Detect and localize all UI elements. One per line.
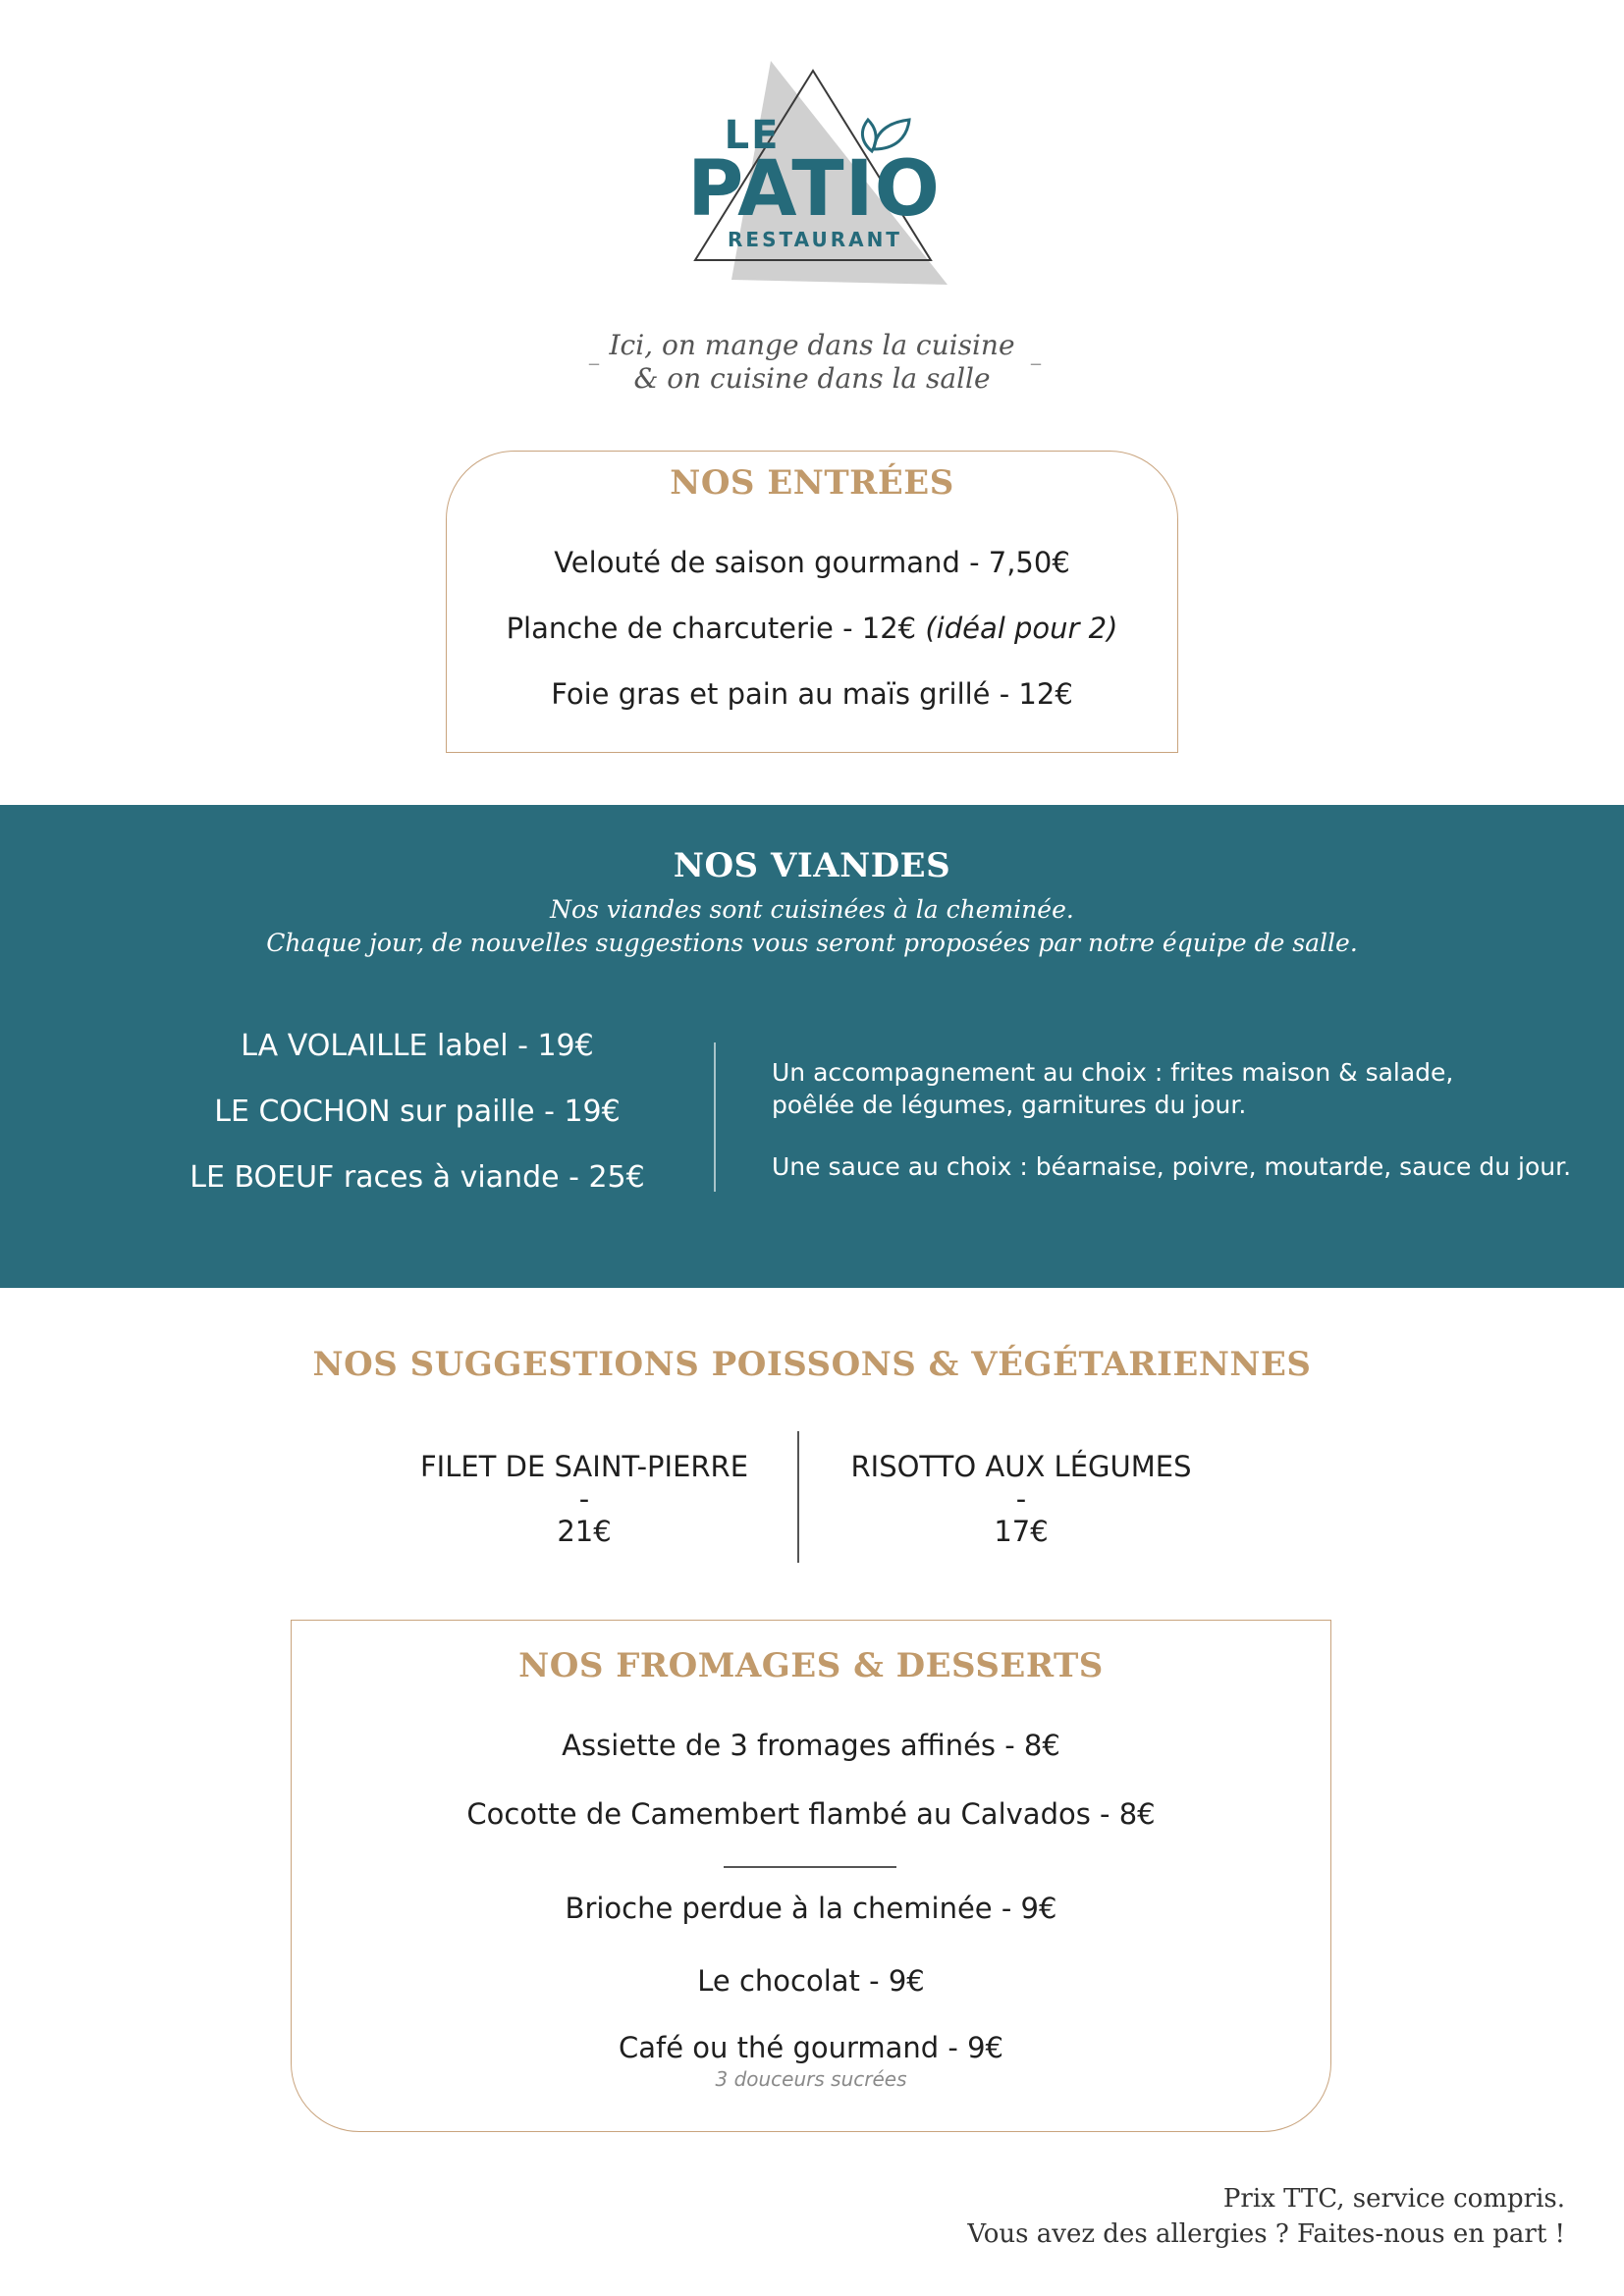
suggestion-item	[830, 1451, 1213, 1548]
suggestion-name: RISOTTO AUX LÉGUMES	[850, 1450, 1192, 1483]
menu-item: Velouté de saison gourmand - 7,50€	[554, 546, 1070, 579]
tagline-line-2: & on cuisine dans la salle	[633, 362, 991, 395]
viandes-sauce: Une sauce au choix : béarnaise, poivre, moutarde, sauce du jour.	[772, 1152, 1572, 1181]
logo-le: LE	[724, 113, 781, 158]
side-line-2: poêlée de légumes, garnitures du jour.	[772, 1091, 1247, 1119]
menu-item: Foie gras et pain au maïs grillé - 12€	[551, 677, 1073, 711]
menu-item-note: (idéal pour 2)	[925, 612, 1118, 645]
tagline-dash-left: _	[589, 342, 599, 365]
viandes-subtitle-1: Nos viandes sont cuisinées à la cheminée.	[550, 895, 1074, 924]
suggestion-name: FILET DE SAINT-PIERRE	[419, 1450, 749, 1483]
entrees-title: NOS ENTRÉES	[670, 463, 954, 503]
viandes-section	[0, 805, 1624, 1288]
menu-item: LE BOEUF races à viande - 25€	[189, 1160, 645, 1195]
suggestion-sep: -	[578, 1482, 590, 1516]
side-line-1: Un accompagnement au choix : frites maison & salade,	[772, 1058, 1454, 1087]
menu-item: Le chocolat - 9€	[697, 1964, 925, 1998]
suggestion-price: 21€	[557, 1515, 612, 1548]
viandes-side-dishes	[772, 1056, 1577, 1121]
suggestion-item	[393, 1451, 776, 1548]
menu-item-note: 3 douceurs sucrées	[715, 2067, 907, 2091]
suggestion-sep: -	[1015, 1482, 1027, 1516]
suggestions-divider	[797, 1431, 799, 1563]
viandes-title: NOS VIANDES	[673, 846, 951, 885]
menu-item: LE COCHON sur paille - 19€	[214, 1095, 621, 1129]
menu-item: Brioche perdue à la cheminée - 9€	[565, 1892, 1057, 1925]
menu-item: Cocotte de Camembert flambé au Calvados - 8€	[466, 1797, 1156, 1831]
footer-line-2: Vous avez des allergies ? Faites-nous en part !	[967, 2219, 1565, 2249]
tagline-dash-right: _	[1031, 342, 1041, 365]
desserts-section	[291, 1620, 1331, 2132]
tagline-line-1: Ici, on mange dans la cuisine	[609, 329, 1015, 361]
menu-item: Café ou thé gourmand - 9€	[619, 2031, 1003, 2064]
viandes-divider	[714, 1042, 716, 1192]
viandes-subtitle-2: Chaque jour, de nouvelles suggestions vous seront proposées par notre équipe de salle.	[266, 929, 1358, 957]
logo-name: PATIO	[687, 145, 941, 234]
footer-line-1: Prix TTC, service compris.	[1222, 2184, 1565, 2214]
entrees-section	[446, 451, 1178, 753]
logo-subtitle: RESTAURANT	[728, 228, 902, 251]
footer-note	[780, 2181, 1565, 2252]
suggestion-price: 17€	[994, 1515, 1049, 1548]
suggestions-title: NOS SUGGESTIONS POISSONS & VÉGÉTARIENNES	[312, 1345, 1312, 1384]
menu-item	[447, 612, 1177, 645]
desserts-title: NOS FROMAGES & DESSERTS	[518, 1646, 1104, 1685]
tagline	[511, 329, 1113, 396]
restaurant-logo	[677, 59, 952, 294]
desserts-separator	[724, 1866, 896, 1868]
menu-item: Assiette de 3 fromages affinés - 8€	[562, 1729, 1060, 1762]
menu-item: LA VOLAILLE label - 19€	[241, 1029, 594, 1063]
menu-item-text: Planche de charcuterie - 12€	[506, 612, 926, 645]
